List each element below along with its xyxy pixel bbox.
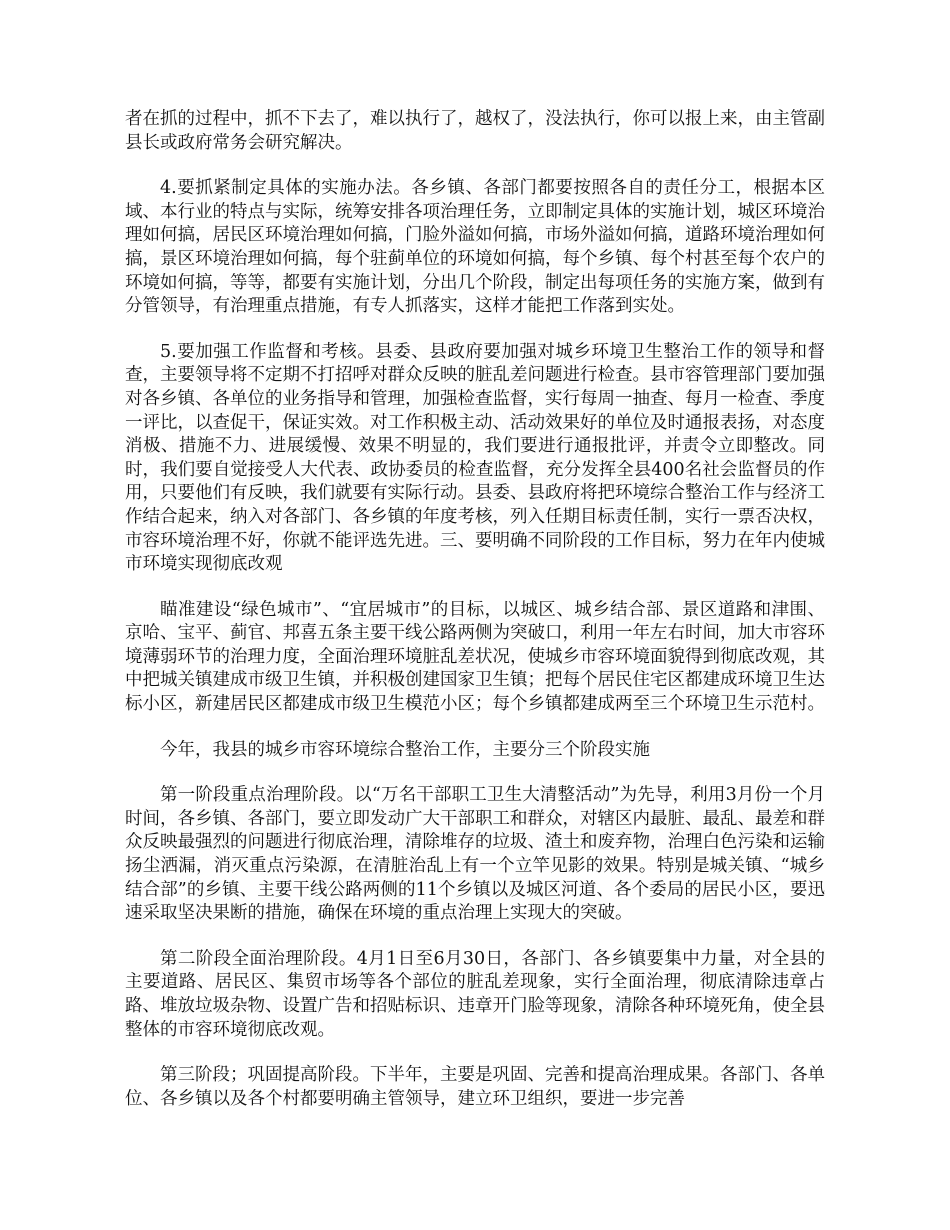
paragraph-stage-three: 第三阶段；巩固提高阶段。下半年，主要是巩固、完善和提高治理成果。各部门、各单位、各乡镇以及各个村都要明确主管领导，建立环卫组织，要进一步完善 [125,1065,825,1109]
paragraph-stage-two: 第二阶段全面治理阶段。4月1日至6月30日，各部门、各乡镇要集中力量，对全县的主要道路、居民区、集贸市场等各个部位的脏乱差现象，实行全面治理，彻底清除违章占路、堆放垃圾杂物、设置广告和招贴标识、违章开门脸等现象，清除各种环境死角，使全县整体的市容环境彻底改观。 [125,948,825,1040]
paragraph-continuation: 者在抓的过程中，抓不下去了，难以执行了，越权了，没法执行，你可以报上来，由主管副县长或政府常务会研究解决。 [125,109,825,153]
paragraph-implementation-measures: 4.要抓紧制定具体的实施办法。各乡镇、各部门都要按照各自的责任分工，根据本区域、本行业的特点与实际，统筹安排各项治理任务，立即制定具体的实施计划，城区环境治理如何搞，居民区环境治理如何搞，门脸外溢如何搞，市场外溢如何搞，道路环境治理如何搞，景区环境治理如何搞，每个驻蓟单位的环境如何搞，每个乡镇、每个村甚至每个农户的环境如何搞，等等，都要有实施计划，分出几个阶段，制定出每项任务的实施方案，做到有分管领导，有治理重点措施，有专人抓落实，这样才能把工作落到实处。 [125,178,825,317]
document-body [125,108,825,1133]
paragraph-stage-one: 第一阶段重点治理阶段。以“万名干部职工卫生大清整活动”为先导，利用3月份一个月时间，各乡镇、各部门，要立即发动广大干部职工和群众，对辖区内最脏、最乱、最差和群众反映最强烈的问题进行彻底治理，清除堆存的垃圾、渣土和废弃物，治理白色污染和运输扬尘洒漏，消灭重点污染源，在清脏治乱上有一个立竿见影的效果。特别是城关镇、“城乡结合部”的乡镇、主要干线公路两侧的11个乡镇以及城区河道、各个委局的居民小区，要迅速采取坚决果断的措施，确保在环境的重点治理上实现大的突破。 [125,785,825,924]
paragraph-goals: 瞄准建设“绿色城市”、“宜居城市”的目标，以城区、城乡结合部、景区道路和津围、京哈、宝平、蓟官、邦喜五条主要干线公路两侧为突破口，利用一年左右时间，加大市容环境薄弱环节的治理力度，全面治理环境脏乱差状况，使城乡市容环境面貌得到彻底改观，其中把城关镇建成市级卫生镇，并积极创建国家卫生镇；把每个居民住宅区都建成环境卫生达标小区，新建居民区都建成市级卫生模范小区；每个乡镇都建成两至三个环境卫生示范村。 [125,599,825,715]
paragraph-supervision-assessment: 5.要加强工作监督和考核。县委、县政府要加强对城乡环境卫生整治工作的领导和督查，主要领导将不定期不打招呼对群众反映的脏乱差问题进行检查。县市容管理部门要加强对各乡镇、各单位的业务指导和管理，加强检查监督，实行每周一抽查、每月一检查、季度一评比，以查促干，保证实效。对工作积极主动、活动效果好的单位及时通报表扬，对态度消极、措施不力、进展缓慢、效果不明显的，我们要进行通报批评，并责令立即整改。同时，我们要自觉接受人大代表、政协委员的检查监督，充分发挥全县400名社会监督员的作用，只要他们有反映，我们就要有实际行动。县委、县政府将把环境综合整治工作与经济工作结合起来，纳入对各部门、各乡镇的年度考核，列入任期目标责任制，实行一票否决权，市容环境治理不好，你就不能评选先进。三、要明确不同阶段的工作目标，努力在年内使城市环境实现彻底改观 [125,341,825,575]
paragraph-three-stages-intro: 今年，我县的城乡市容环境综合整治工作，主要分三个阶段实施 [160,739,650,760]
